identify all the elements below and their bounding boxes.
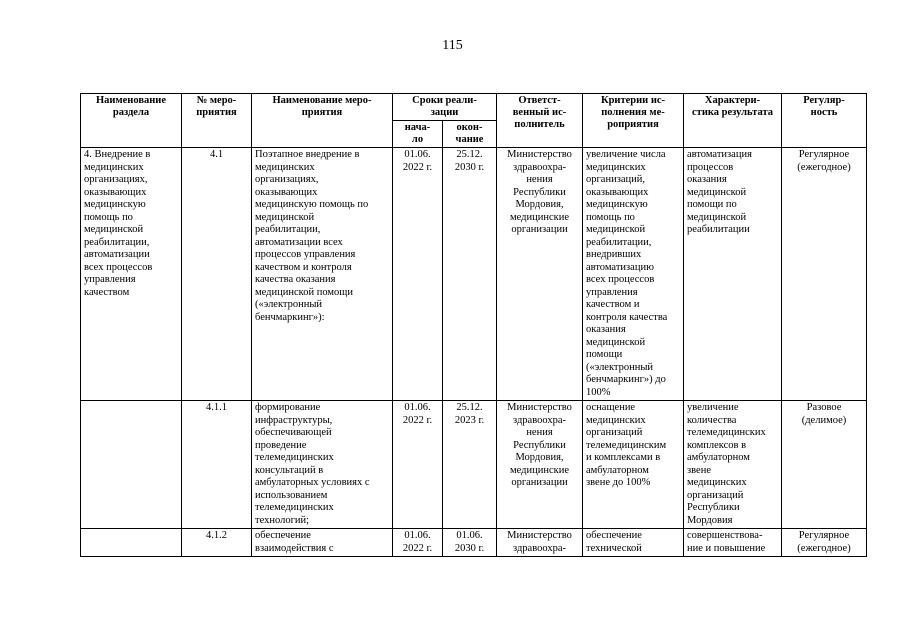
page-number: 115: [442, 38, 463, 53]
cell-line: 01.06.: [456, 530, 483, 541]
cell-line: 01.06.: [404, 530, 431, 541]
cell-line: медицинской: [255, 211, 315, 223]
cell-line: организации: [511, 224, 568, 235]
criteria-cell: [583, 148, 684, 401]
cell-line: 25.12.: [456, 402, 483, 413]
cell-line: всех процессов: [84, 261, 153, 273]
header-number: [182, 94, 252, 148]
cell-line: организаций: [687, 489, 744, 501]
cell-line: бенчмаркинг») до: [586, 374, 666, 385]
cell-line: обеспечивающей: [255, 427, 332, 438]
section-cell: [81, 148, 182, 401]
cell-line: организаций: [586, 427, 643, 438]
cell-line: качеством и: [586, 299, 640, 310]
cell-line: использованием: [255, 489, 328, 501]
cell-line: звене: [687, 464, 711, 476]
cell-line: амбулаторных условиях с: [255, 477, 370, 488]
cell-line: медицинские: [509, 211, 570, 223]
number-cell: 4.1: [182, 148, 252, 401]
cell-line: зации: [430, 107, 459, 118]
cell-line: 2023 г.: [454, 414, 485, 426]
cell-line: автоматизации: [84, 249, 150, 260]
cell-line: процессов управления: [255, 249, 356, 260]
cell-line: Разовое: [806, 402, 842, 413]
cell-line: здравоохра-: [513, 542, 566, 554]
cell-line: Наименование: [96, 95, 166, 106]
criteria-cell: [583, 401, 684, 529]
cell-line: помощи: [586, 349, 623, 360]
cell-line: телемедицинским: [586, 439, 667, 451]
cell-line: Ответст-: [518, 95, 561, 106]
cell-line: организаций,: [586, 174, 645, 185]
number-cell: 4.1.1: [182, 401, 252, 529]
cell-line: Регулярное: [798, 149, 850, 160]
responsible-cell: [497, 401, 583, 529]
end-date-cell: [443, 529, 497, 557]
table-row: [81, 401, 867, 529]
cell-line: консультаций в: [255, 464, 324, 476]
cell-line: оказывающих: [586, 186, 649, 198]
cell-line: нения: [526, 174, 553, 185]
cell-line: 25.12.: [456, 149, 483, 160]
cell-line: медицинской: [586, 224, 646, 235]
regularity-cell: [782, 148, 867, 401]
cell-line: стика результата: [692, 107, 773, 118]
cell-line: Министерство: [507, 530, 572, 541]
cell-line: (ежегодное): [797, 161, 851, 173]
cell-line: инфраструктуры,: [255, 414, 333, 426]
responsible-cell: [497, 529, 583, 557]
cell-line: («электронный: [255, 299, 323, 310]
cell-line: и комплексами в: [586, 452, 661, 463]
cell-line: медицинскую помощь по: [255, 199, 369, 210]
start-date-cell: [393, 148, 443, 401]
cell-line: 2030 г.: [454, 542, 485, 554]
cell-line: чание: [455, 134, 484, 145]
cell-line: оказывающих: [84, 186, 147, 198]
cell-line: комплексов в: [687, 439, 747, 451]
measure-name-cell: [252, 401, 393, 529]
measure-name-cell: [252, 529, 393, 557]
cell-line: 100%: [586, 386, 611, 398]
cell-line: обеспечение: [586, 530, 642, 541]
number-cell: 4.1.2: [182, 529, 252, 557]
cell-line: медицинскую: [84, 199, 146, 210]
header-start: [393, 121, 443, 148]
cell-line: увеличение числа: [586, 149, 666, 160]
cell-line: телемедицинских: [687, 427, 766, 438]
cell-line: автоматизацию: [586, 261, 654, 273]
cell-line: 4. Внедрение в: [84, 149, 151, 160]
responsible-cell: [497, 148, 583, 401]
header-responsible: [497, 94, 583, 148]
cell-line: Мордовия,: [515, 452, 564, 463]
cell-line: технической: [586, 542, 642, 554]
result-cell: [684, 529, 782, 557]
end-date-cell: [443, 148, 497, 401]
section-cell: [81, 529, 182, 557]
cell-line: автоматизация: [687, 149, 752, 160]
cell-line: медицинских: [84, 161, 144, 173]
cell-line: реабилитации: [687, 224, 750, 235]
cell-line: процессов: [687, 161, 734, 173]
cell-line: роприятия: [607, 119, 659, 130]
cell-line: управления: [84, 274, 136, 285]
cell-line: организациях,: [255, 174, 319, 185]
cell-line: качеством и контроля: [255, 261, 352, 273]
header-criteria: [583, 94, 684, 148]
cell-line: бенчмаркинг»):: [255, 311, 325, 323]
header-terms: [393, 94, 497, 121]
header-result: [684, 94, 782, 148]
cell-line: № меро-: [196, 95, 237, 106]
header-regularity: [782, 94, 867, 148]
cell-line: всех процессов: [586, 274, 655, 285]
cell-line: количества: [687, 414, 737, 426]
header-section: [81, 94, 182, 148]
cell-line: организациях,: [84, 174, 148, 185]
cell-line: качества оказания: [255, 274, 336, 285]
cell-line: здравоохра-: [513, 414, 566, 426]
cell-line: Сроки реали-: [412, 95, 477, 106]
cell-line: Республики: [513, 186, 566, 198]
cell-line: венный ис-: [512, 107, 567, 118]
cell-line: Регулярное: [798, 530, 850, 541]
cell-line: приятия: [301, 107, 343, 118]
cell-line: 01.06.: [404, 149, 431, 160]
cell-line: Мордовия: [687, 514, 733, 526]
section-cell: [81, 401, 182, 529]
cell-line: оказания: [687, 174, 727, 185]
cell-line: (делимое): [801, 414, 847, 426]
cell-line: формирование: [255, 402, 321, 413]
end-date-cell: [443, 401, 497, 529]
cell-line: Министерство: [507, 402, 572, 413]
cell-line: окон-: [456, 122, 483, 133]
cell-line: ло: [411, 134, 424, 145]
cell-line: Наименование меро-: [272, 95, 372, 106]
header-measure-name: [252, 94, 393, 148]
cell-line: реабилитации,: [255, 224, 321, 235]
cell-line: Поэтапное внедрение в: [255, 149, 360, 160]
cell-line: Мордовия,: [515, 199, 564, 210]
cell-line: нения: [526, 427, 553, 438]
cell-line: Министерство: [507, 149, 572, 160]
cell-line: («электронный: [586, 361, 654, 373]
cell-line: контроля качества: [586, 311, 668, 323]
header-end: [443, 121, 497, 148]
start-date-cell: [393, 529, 443, 557]
cell-line: технологий;: [255, 514, 310, 526]
cell-line: раздела: [112, 107, 150, 118]
cell-line: медицинской: [687, 186, 747, 198]
cell-line: телемедицинских: [255, 452, 334, 463]
cell-line: Регуляр-: [803, 95, 845, 106]
cell-line: реабилитации,: [586, 236, 652, 248]
cell-line: внедривших: [586, 249, 642, 260]
cell-line: 2022 г.: [402, 414, 433, 426]
cell-line: медицинской: [687, 211, 747, 223]
cell-line: управления: [586, 286, 638, 298]
cell-line: медицинской помощи: [255, 286, 353, 298]
cell-line: Критерии ис-: [600, 95, 666, 106]
cell-line: Республики: [687, 502, 740, 513]
cell-line: амбулаторном: [687, 452, 750, 463]
cell-line: 01.06.: [404, 402, 431, 413]
measure-name-cell: [252, 148, 393, 401]
cell-line: медицинской: [586, 336, 646, 348]
cell-line: 2022 г.: [402, 161, 433, 173]
cell-line: автоматизации всех: [255, 236, 343, 248]
cell-line: проведение: [255, 439, 307, 451]
result-cell: [684, 148, 782, 401]
cell-line: 2022 г.: [402, 542, 433, 554]
cell-line: амбулаторном: [586, 464, 649, 476]
cell-line: медицинских: [586, 161, 646, 173]
start-date-cell: [393, 401, 443, 529]
cell-line: совершенствова-: [687, 530, 763, 541]
cell-line: телемедицинских: [255, 502, 334, 513]
cell-line: Характери-: [704, 95, 761, 106]
cell-line: помощь по: [84, 211, 133, 223]
cell-line: полнения ме-: [601, 107, 665, 118]
result-cell: [684, 401, 782, 529]
cell-line: полнитель: [514, 119, 565, 130]
cell-line: нача-: [404, 122, 431, 133]
cell-line: медицинской: [84, 224, 144, 235]
cell-line: качеством: [84, 286, 130, 298]
table-row: [81, 148, 867, 401]
cell-line: приятия: [196, 107, 237, 118]
cell-line: помощи по: [687, 199, 737, 210]
cell-line: медицинскую: [586, 199, 648, 210]
cell-line: организации: [511, 477, 568, 488]
cell-line: ность: [810, 107, 838, 118]
cell-line: ние и повышение: [687, 542, 766, 554]
cell-line: реабилитации,: [84, 236, 150, 248]
cell-line: оказания: [586, 324, 626, 335]
cell-line: обеспечение: [255, 530, 311, 541]
criteria-cell: [583, 529, 684, 557]
cell-line: медицинские: [509, 464, 570, 476]
header-row: [81, 94, 867, 121]
cell-line: взаимодействия с: [255, 542, 334, 554]
cell-line: помощь по: [586, 211, 635, 223]
cell-line: (ежегодное): [797, 542, 851, 554]
cell-line: Республики: [513, 439, 566, 451]
table-row: [81, 529, 867, 557]
cell-line: медицинских: [687, 477, 747, 488]
regularity-cell: [782, 529, 867, 557]
cell-line: звене до 100%: [586, 477, 651, 488]
cell-line: увеличение: [687, 402, 739, 413]
cell-line: оказывающих: [255, 186, 318, 198]
cell-line: медицинских: [255, 161, 315, 173]
cell-line: 2030 г.: [454, 161, 485, 173]
cell-line: здравоохра-: [513, 161, 566, 173]
cell-line: оснащение: [586, 402, 636, 413]
cell-line: медицинских: [586, 414, 646, 426]
regularity-cell: [782, 401, 867, 529]
measures-table: [80, 93, 867, 557]
